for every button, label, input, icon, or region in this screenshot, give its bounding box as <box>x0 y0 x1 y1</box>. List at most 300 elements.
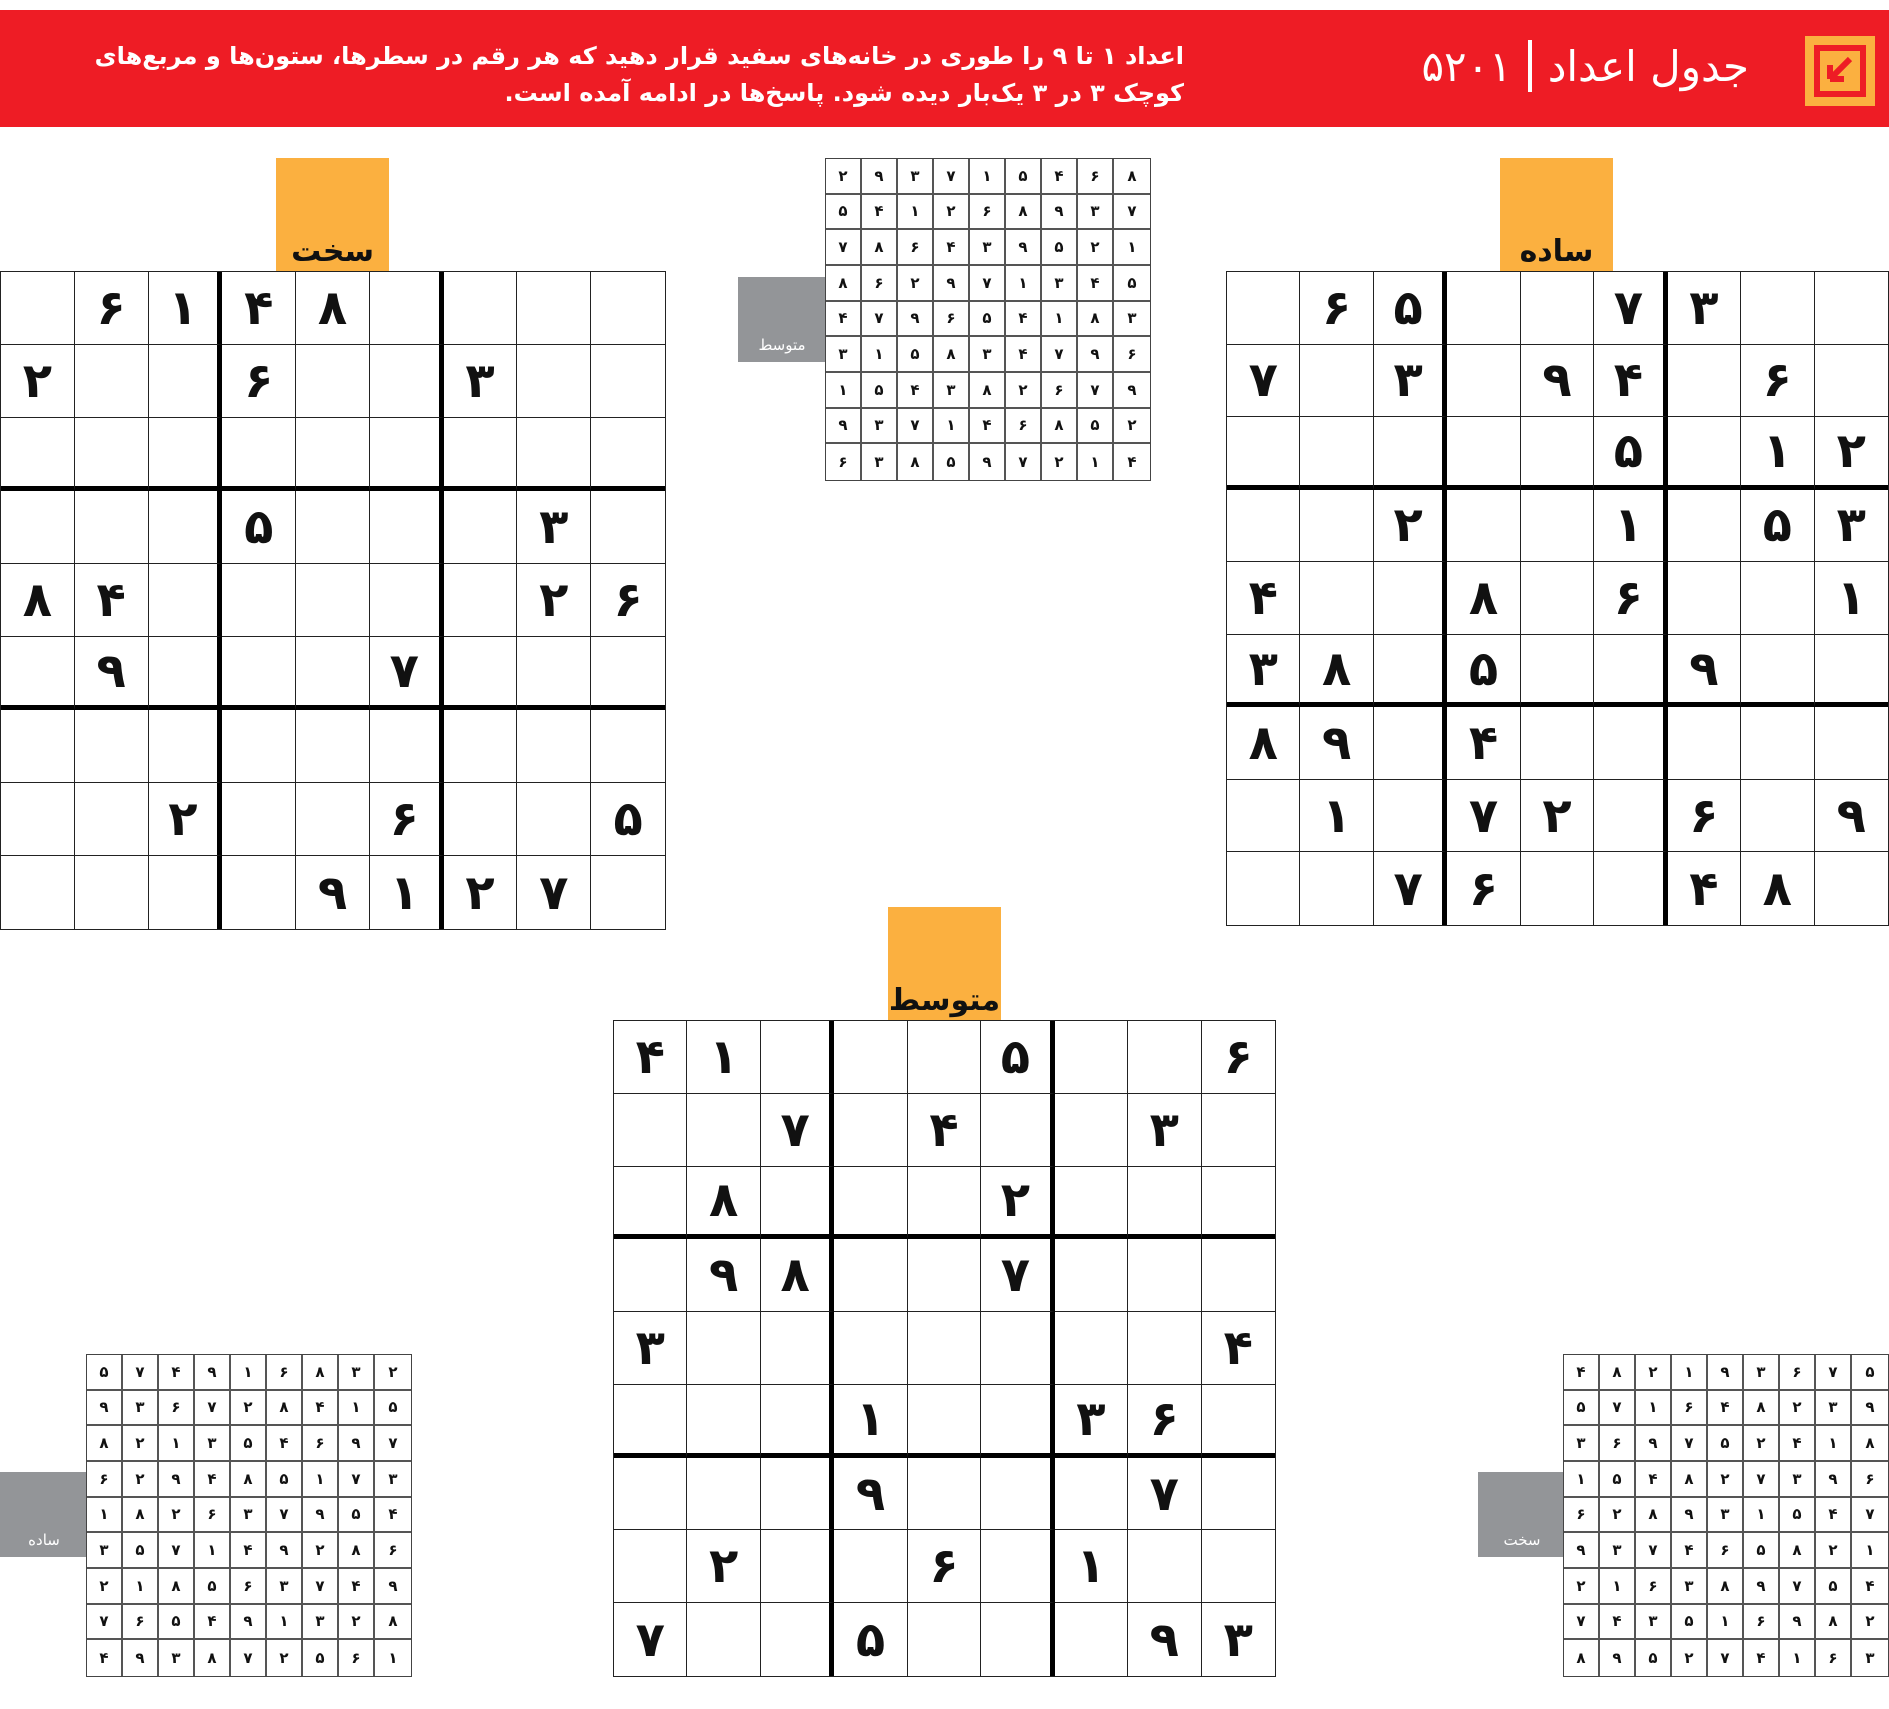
solution-cell: ۶ <box>1078 159 1114 195</box>
solution-cell: ۹ <box>231 1605 267 1641</box>
sudoku-cell: ۲ <box>687 1530 760 1603</box>
solution-cell: ۳ <box>159 1640 195 1676</box>
solution-cell: ۸ <box>1564 1640 1600 1676</box>
sudoku-cell <box>1374 635 1447 708</box>
solution-cell: ۵ <box>1564 1391 1600 1427</box>
solution-cell: ۴ <box>339 1569 375 1605</box>
solution-cell: ۱ <box>339 1391 375 1427</box>
sudoku-cell <box>1741 780 1814 853</box>
sudoku-cell <box>1521 852 1594 925</box>
sudoku-cell <box>1521 707 1594 780</box>
sudoku-cell: ۸ <box>1741 852 1814 925</box>
sudoku-cell: ۵ <box>1741 490 1814 563</box>
sudoku-cell: ۴ <box>1594 345 1667 418</box>
sudoku-cell: ۷ <box>761 1094 834 1167</box>
solution-cell: ۶ <box>303 1426 339 1462</box>
solution-cell: ۲ <box>1564 1569 1600 1605</box>
solution-cell: ۸ <box>1006 195 1042 231</box>
solution-cell: ۸ <box>1600 1355 1636 1391</box>
sudoku-cell <box>591 710 665 783</box>
sudoku-cell: ۸ <box>296 272 370 345</box>
sudoku-cell: ۹ <box>75 637 149 710</box>
solution-cell: ۷ <box>1708 1640 1744 1676</box>
solution-cell: ۹ <box>375 1569 411 1605</box>
sudoku-cell: ۸ <box>761 1239 834 1312</box>
solution-cell: ۴ <box>267 1426 303 1462</box>
sudoku-cell <box>222 564 296 637</box>
solution-cell: ۲ <box>1816 1533 1852 1569</box>
sudoku-cell: ۱ <box>1300 780 1373 853</box>
sudoku-cell: ۱ <box>1594 490 1667 563</box>
sudoku-cell <box>296 564 370 637</box>
solution-cell: ۸ <box>1816 1605 1852 1641</box>
sudoku-cell <box>614 1458 687 1531</box>
sudoku-cell <box>370 272 444 345</box>
sudoku-cell <box>222 710 296 783</box>
solution-cell: ۱ <box>1780 1640 1816 1676</box>
solution-cell: ۹ <box>1078 337 1114 373</box>
sudoku-cell <box>1300 490 1373 563</box>
solution-cell: ۲ <box>267 1640 303 1676</box>
solution-cell: ۶ <box>1852 1462 1888 1498</box>
sudoku-cell: ۶ <box>908 1530 981 1603</box>
solution-cell: ۷ <box>375 1426 411 1462</box>
sudoku-cell <box>517 637 591 710</box>
hard-solution-grid <box>1563 1354 1889 1677</box>
solution-cell: ۹ <box>123 1640 159 1676</box>
solution-cell: ۸ <box>934 337 970 373</box>
solution-cell: ۹ <box>970 444 1006 480</box>
sudoku-cell <box>834 1021 907 1094</box>
sudoku-cell: ۹ <box>1521 345 1594 418</box>
sudoku-cell: ۲ <box>1521 780 1594 853</box>
solution-cell: ۱ <box>303 1462 339 1498</box>
sudoku-cell: ۵ <box>1594 417 1667 490</box>
sudoku-cell: ۷ <box>614 1603 687 1676</box>
solution-cell: ۱ <box>231 1355 267 1391</box>
sudoku-cell <box>296 637 370 710</box>
sudoku-cell: ۲ <box>444 856 518 929</box>
sudoku-cell <box>1447 417 1520 490</box>
solution-cell: ۳ <box>934 373 970 409</box>
instructions-text: اعداد ۱ تا ۹ را طوری در خانه‌های سفید قرار دهید که هر رقم در سطرها، ستون‌ها و مربع‌های کوچک ۳ در ۳ یک‌بار دیده شود. پاسخ‌ها در ادامه آمده است. <box>94 42 1184 107</box>
sudoku-cell: ۳ <box>1668 272 1741 345</box>
solution-cell: ۷ <box>267 1498 303 1534</box>
sudoku-cell: ۲ <box>981 1167 1054 1240</box>
sudoku-cell: ۱ <box>149 272 223 345</box>
solution-cell: ۴ <box>1744 1640 1780 1676</box>
sudoku-cell: ۴ <box>222 272 296 345</box>
solution-cell: ۲ <box>1636 1355 1672 1391</box>
sudoku-cell <box>761 1458 834 1531</box>
solution-cell: ۵ <box>195 1569 231 1605</box>
medium-solution-tab <box>738 277 826 362</box>
sudoku-cell: ۵ <box>981 1021 1054 1094</box>
solution-cell: ۵ <box>159 1605 195 1641</box>
sudoku-cell <box>75 491 149 564</box>
solution-cell: ۶ <box>1564 1498 1600 1534</box>
solution-cell: ۶ <box>1114 337 1150 373</box>
sudoku-cell: ۳ <box>517 491 591 564</box>
solution-cell: ۵ <box>1852 1355 1888 1391</box>
solution-cell: ۵ <box>898 337 934 373</box>
easy-solution-label: ساده <box>28 1531 60 1549</box>
solution-cell: ۶ <box>1600 1426 1636 1462</box>
sudoku-cell: ۶ <box>1447 852 1520 925</box>
sudoku-cell: ۷ <box>1447 780 1520 853</box>
solution-cell: ۸ <box>339 1533 375 1569</box>
sudoku-cell <box>981 1094 1054 1167</box>
solution-cell: ۷ <box>1636 1533 1672 1569</box>
sudoku-cell <box>1815 852 1888 925</box>
solution-cell: ۸ <box>862 230 898 266</box>
solution-cell: ۴ <box>1600 1605 1636 1641</box>
sudoku-cell: ۵ <box>1447 635 1520 708</box>
sudoku-cell <box>761 1603 834 1676</box>
sudoku-cell: ۷ <box>981 1239 1054 1312</box>
sudoku-cell <box>1741 562 1814 635</box>
sudoku-cell: ۹ <box>1815 780 1888 853</box>
solution-cell: ۳ <box>1865 1649 1875 1668</box>
solution-cell: ۴ <box>1852 1569 1888 1605</box>
solution-cell: ۴ <box>862 195 898 231</box>
solution-cell: ۲ <box>123 1426 159 1462</box>
solution-cell: ۷ <box>1042 337 1078 373</box>
sudoku-cell <box>1128 1312 1201 1385</box>
sudoku-cell <box>1815 272 1888 345</box>
sudoku-cell <box>761 1385 834 1458</box>
solution-cell: ۷ <box>1114 195 1150 231</box>
sudoku-cell <box>517 710 591 783</box>
solution-cell: ۱ <box>826 373 862 409</box>
sudoku-cell <box>370 418 444 491</box>
solution-cell: ۴ <box>87 1640 123 1676</box>
sudoku-cell <box>296 345 370 418</box>
sudoku-cell <box>761 1021 834 1094</box>
sudoku-cell <box>1128 1239 1201 1312</box>
solution-cell: ۵ <box>1078 409 1114 445</box>
solution-cell: ۷ <box>1744 1462 1780 1498</box>
solution-cell: ۴ <box>970 409 1006 445</box>
sudoku-cell: ۸ <box>1300 635 1373 708</box>
solution-cell: ۲ <box>1672 1640 1708 1676</box>
solution-cell: ۴ <box>1780 1426 1816 1462</box>
sudoku-cell: ۱ <box>370 856 444 929</box>
title-separator <box>1528 40 1532 92</box>
medium-puzzle-grid <box>613 1020 1276 1677</box>
solution-cell: ۴ <box>1564 1355 1600 1391</box>
medium-solution-label: متوسط <box>758 336 806 354</box>
hard-solution-tab <box>1478 1472 1566 1557</box>
sudoku-cell <box>761 1167 834 1240</box>
solution-cell: ۸ <box>375 1605 411 1641</box>
solution-cell: ۴ <box>1708 1391 1744 1427</box>
sudoku-cell <box>908 1167 981 1240</box>
solution-cell: ۱ <box>1042 302 1078 338</box>
sudoku-cell <box>1521 562 1594 635</box>
sudoku-cell <box>1 418 75 491</box>
solution-cell: ۲ <box>1006 373 1042 409</box>
sudoku-cell <box>1447 345 1520 418</box>
solution-cell: ۱ <box>898 195 934 231</box>
brand-title <box>1421 40 1749 92</box>
sudoku-cell <box>1521 272 1594 345</box>
sudoku-cell: ۶ <box>1741 345 1814 418</box>
solution-cell: ۷ <box>1672 1426 1708 1462</box>
solution-cell: ۱ <box>1852 1533 1888 1569</box>
sudoku-cell: ۷ <box>1594 272 1667 345</box>
sudoku-cell: ۶ <box>222 345 296 418</box>
sudoku-cell <box>517 783 591 856</box>
solution-cell: ۳ <box>1114 302 1150 338</box>
sudoku-cell <box>1227 780 1300 853</box>
solution-cell: ۵ <box>1636 1640 1672 1676</box>
sudoku-cell <box>908 1603 981 1676</box>
sudoku-cell: ۴ <box>614 1021 687 1094</box>
sudoku-cell: ۶ <box>370 783 444 856</box>
solution-cell: ۷ <box>1780 1569 1816 1605</box>
solution-cell: ۶ <box>231 1569 267 1605</box>
solution-cell: ۱ <box>267 1605 303 1641</box>
sudoku-cell <box>1202 1385 1275 1458</box>
solution-cell: ۲ <box>231 1391 267 1427</box>
sudoku-cell: ۹ <box>687 1239 760 1312</box>
solution-cell: ۹ <box>1600 1640 1636 1676</box>
solution-cell: ۷ <box>1006 444 1042 480</box>
sudoku-cell <box>1374 780 1447 853</box>
sudoku-cell: ۸ <box>1 564 75 637</box>
solution-cell: ۶ <box>1816 1640 1852 1676</box>
header-bar <box>0 10 1889 127</box>
solution-cell: ۳ <box>303 1605 339 1641</box>
hard-label-tab <box>276 158 389 271</box>
sudoku-cell <box>1374 562 1447 635</box>
solution-cell: ۲ <box>303 1533 339 1569</box>
solution-cell: ۹ <box>303 1498 339 1534</box>
sudoku-cell <box>981 1312 1054 1385</box>
medium-label-tab <box>888 907 1001 1020</box>
solution-cell: ۳ <box>970 230 1006 266</box>
solution-cell: ۸ <box>1042 409 1078 445</box>
solution-cell: ۳ <box>862 444 898 480</box>
solution-cell: ۸ <box>1636 1498 1672 1534</box>
solution-cell: ۵ <box>970 302 1006 338</box>
solution-cell: ۲ <box>1852 1605 1888 1641</box>
sudoku-cell <box>1374 707 1447 780</box>
sudoku-cell <box>834 1167 907 1240</box>
sudoku-cell: ۷ <box>1128 1458 1201 1531</box>
sudoku-cell: ۸ <box>1227 707 1300 780</box>
solution-cell: ۷ <box>1852 1498 1888 1534</box>
solution-cell: ۱ <box>1708 1605 1744 1641</box>
solution-cell: ۸ <box>303 1355 339 1391</box>
sudoku-cell <box>296 491 370 564</box>
solution-cell: ۳ <box>1744 1355 1780 1391</box>
sudoku-cell: ۳ <box>1055 1385 1128 1458</box>
solution-cell: ۵ <box>1744 1533 1780 1569</box>
solution-cell: ۳ <box>87 1533 123 1569</box>
solution-cell: ۸ <box>159 1569 195 1605</box>
solution-cell: ۳ <box>123 1391 159 1427</box>
solution-cell: ۴ <box>1636 1462 1672 1498</box>
solution-cell: ۴ <box>1672 1533 1708 1569</box>
sudoku-cell: ۴ <box>1227 562 1300 635</box>
sudoku-cell <box>1227 490 1300 563</box>
solution-cell: ۲ <box>339 1605 375 1641</box>
sudoku-cell <box>222 418 296 491</box>
sudoku-cell <box>908 1458 981 1531</box>
sudoku-cell: ۶ <box>1300 272 1373 345</box>
sudoku-cell: ۹ <box>1128 1603 1201 1676</box>
sudoku-cell <box>1055 1094 1128 1167</box>
solution-cell: ۹ <box>339 1426 375 1462</box>
sudoku-cell <box>1202 1530 1275 1603</box>
solution-cell: ۱ <box>1114 230 1150 266</box>
solution-cell: ۸ <box>898 444 934 480</box>
sudoku-cell: ۳ <box>1128 1094 1201 1167</box>
solution-cell: ۷ <box>1564 1605 1600 1641</box>
section-title: جدول اعداد <box>1547 41 1749 91</box>
sudoku-cell: ۸ <box>1447 562 1520 635</box>
solution-cell: ۷ <box>195 1391 231 1427</box>
medium-label: متوسط <box>888 983 1001 1018</box>
sudoku-cell <box>1202 1094 1275 1167</box>
solution-cell: ۹ <box>1636 1426 1672 1462</box>
solution-cell: ۳ <box>1564 1426 1600 1462</box>
solution-cell: ۷ <box>1816 1355 1852 1391</box>
solution-cell: ۸ <box>970 373 1006 409</box>
solution-cell: ۲ <box>898 266 934 302</box>
solution-cell: ۲ <box>1780 1391 1816 1427</box>
solution-cell: ۹ <box>1780 1605 1816 1641</box>
solution-cell: ۹ <box>1672 1498 1708 1534</box>
sudoku-cell <box>1447 490 1520 563</box>
sudoku-cell <box>75 345 149 418</box>
solution-cell: ۳ <box>375 1462 411 1498</box>
solution-cell: ۴ <box>826 302 862 338</box>
sudoku-cell: ۹ <box>834 1458 907 1531</box>
sudoku-cell <box>1 637 75 710</box>
sudoku-cell <box>370 345 444 418</box>
sudoku-cell <box>981 1458 1054 1531</box>
solution-cell: ۶ <box>375 1533 411 1569</box>
sudoku-cell: ۳ <box>614 1312 687 1385</box>
sudoku-cell <box>444 637 518 710</box>
sudoku-cell: ۱ <box>1055 1530 1128 1603</box>
sudoku-cell <box>908 1385 981 1458</box>
solution-cell: ۸ <box>1744 1391 1780 1427</box>
solution-cell: ۷ <box>339 1462 375 1498</box>
sudoku-cell: ۵ <box>1374 272 1447 345</box>
solution-cell: ۱ <box>388 1649 398 1668</box>
sudoku-cell: ۴ <box>908 1094 981 1167</box>
sudoku-cell <box>296 783 370 856</box>
sudoku-cell <box>687 1385 760 1458</box>
sudoku-cell <box>1202 1239 1275 1312</box>
sudoku-cell <box>1741 635 1814 708</box>
solution-cell: ۹ <box>862 159 898 195</box>
sudoku-cell: ۶ <box>1668 780 1741 853</box>
solution-cell: ۸ <box>1114 159 1150 195</box>
solution-cell: ۷ <box>303 1569 339 1605</box>
solution-cell: ۲ <box>1744 1426 1780 1462</box>
sudoku-cell <box>614 1167 687 1240</box>
solution-cell: ۳ <box>1708 1498 1744 1534</box>
sudoku-cell <box>687 1603 760 1676</box>
sudoku-cell <box>1594 780 1667 853</box>
sudoku-cell <box>149 418 223 491</box>
sudoku-cell <box>1227 852 1300 925</box>
solution-cell: ۱ <box>195 1533 231 1569</box>
sudoku-cell <box>444 564 518 637</box>
sudoku-cell: ۶ <box>591 564 665 637</box>
solution-cell: ۴ <box>1006 337 1042 373</box>
sudoku-cell <box>1300 417 1373 490</box>
solution-cell: ۱ <box>1564 1462 1600 1498</box>
solution-cell: ۸ <box>195 1640 231 1676</box>
solution-cell: ۴ <box>159 1355 195 1391</box>
solution-cell: ۶ <box>123 1605 159 1641</box>
solution-cell: ۷ <box>231 1640 267 1676</box>
sudoku-cell <box>1055 1603 1128 1676</box>
solution-cell: ۹ <box>1006 230 1042 266</box>
sudoku-cell: ۲ <box>1 345 75 418</box>
solution-cell: ۴ <box>1078 266 1114 302</box>
solution-cell: ۱ <box>1006 266 1042 302</box>
solution-cell: ۱ <box>1816 1426 1852 1462</box>
solution-cell: ۲ <box>1078 230 1114 266</box>
sudoku-cell <box>834 1239 907 1312</box>
solution-cell: ۴ <box>1816 1498 1852 1534</box>
solution-cell: ۳ <box>826 337 862 373</box>
solution-cell: ۶ <box>159 1391 195 1427</box>
solution-cell: ۱ <box>1636 1391 1672 1427</box>
solution-cell: ۶ <box>267 1355 303 1391</box>
solution-cell: ۱ <box>934 409 970 445</box>
sudoku-cell <box>834 1312 907 1385</box>
sudoku-cell <box>149 637 223 710</box>
sudoku-cell: ۲ <box>149 783 223 856</box>
sudoku-cell <box>1594 707 1667 780</box>
solution-cell: ۹ <box>195 1355 231 1391</box>
sudoku-cell: ۳ <box>1374 345 1447 418</box>
solution-cell: ۴ <box>898 373 934 409</box>
sudoku-cell <box>591 418 665 491</box>
solution-cell: ۳ <box>1816 1391 1852 1427</box>
solution-cell: ۴ <box>303 1391 339 1427</box>
solution-cell: ۸ <box>87 1426 123 1462</box>
sudoku-cell <box>444 491 518 564</box>
medium-solution-grid <box>825 158 1151 481</box>
sudoku-cell: ۴ <box>75 564 149 637</box>
sudoku-cell: ۵ <box>834 1603 907 1676</box>
solution-cell: ۶ <box>898 230 934 266</box>
solution-cell: ۶ <box>1672 1391 1708 1427</box>
solution-cell: ۱ <box>1672 1355 1708 1391</box>
solution-cell: ۶ <box>1780 1355 1816 1391</box>
solution-cell: ۶ <box>1636 1569 1672 1605</box>
sudoku-cell <box>149 491 223 564</box>
hard-label: سخت <box>291 234 374 269</box>
solution-cell: ۶ <box>862 266 898 302</box>
sudoku-cell <box>908 1021 981 1094</box>
easy-solution-tab <box>0 1472 88 1557</box>
sudoku-cell: ۳ <box>1223 1611 1253 1668</box>
sudoku-cell: ۶ <box>1594 562 1667 635</box>
easy-solution-grid <box>86 1354 412 1677</box>
solution-cell: ۷ <box>862 302 898 338</box>
solution-cell: ۶ <box>826 444 862 480</box>
